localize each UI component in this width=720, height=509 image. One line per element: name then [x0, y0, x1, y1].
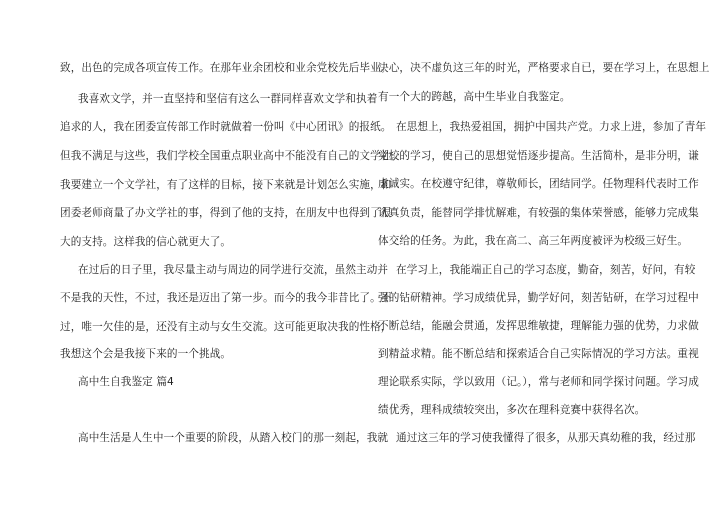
paragraph-line: 我喜欢文学，并一直坚持和坚信有这么一群同样喜欢文学和执着 — [78, 93, 378, 105]
paragraph-line: 团委老师商量了办文学社的事，得到了他的支持，在朋友中也得到了很 — [60, 207, 392, 219]
paragraph-line: 追求的人，我在团委宣传部工作时就做着一份叫《中心团讯》的报纸。 — [60, 121, 392, 133]
paragraph-line: 过，唯一欠佳的是，还没有主动与女生交流。这可能更取决我的性格， — [60, 321, 392, 333]
paragraph-line: 在思想上，我热爱祖国，拥护中国共产党。力求上进，参加了青年 — [396, 121, 707, 133]
paragraph-line: 致，出色的完成各项宣传工作。在那年业余团校和业余党校先后毕业。 — [60, 62, 392, 74]
section-heading: 高中生自我鉴定 篇4 — [78, 376, 174, 388]
paragraph-line: 理论联系实际，学以致用（记。），常与老师和同学探讨问题。学习成 — [378, 376, 699, 388]
paragraph-line: 体交给的任务。为此，我在高二、高三年两度被评为校级三好生。 — [378, 235, 689, 247]
paragraph-line: 认真负责，能替同学排忧解难，有较强的集体荣誉感，能够力完成集 — [378, 207, 699, 219]
paragraph-line: 在学习上，我能端正自己的学习态度，勤奋，刻苦，好问，有较 — [396, 264, 696, 276]
paragraph-line: 在过后的日子里，我尽量主动与周边的同学进行交流，虽然主动并 — [78, 264, 389, 276]
paragraph-line: 强的钻研精神。学习成绩优异，勤学好问，刻苦钻研，在学习过程中 — [378, 292, 699, 304]
paragraph-line: 虚诚实。在校遵守纪律，尊敬师长，团结同学。任物理科代表时工作 — [378, 178, 699, 190]
paragraph-line: 到精益求精。能不断总结和探索适合自己实际情况的学习方法。重视 — [378, 348, 699, 360]
paragraph-line: 不断总结，能融会贯通，发挥思维敏捷，理解能力强的优势，力求做 — [378, 320, 699, 332]
paragraph-line: 高中生活是人生中一个重要的阶段，从踏入校门的那一刻起，我就 — [78, 432, 389, 444]
paragraph-line: 但我不满足与这些，我们学校全国重点职业高中不能没有自己的文学社。 — [60, 150, 403, 162]
paragraph-line: 大的支持。这样我的信心就更大了。 — [60, 236, 232, 248]
paragraph-line: 通过这三年的学习使我懂得了很多，从那天真幼稚的我，经过那 — [396, 432, 696, 444]
paragraph-line: 决心，决不虚负这三年的时光，严格要求自已，要在学习上，在思想上 — [378, 62, 710, 74]
paragraph-line: 我想这个会是我接下来的一个挑战。 — [60, 348, 232, 360]
paragraph-line: 绩优秀，理科成绩较突出，多次在理科竞赛中获得名次。 — [378, 404, 646, 416]
paragraph-line: 有一个大的跨越，高中生毕业自我鉴定。 — [378, 91, 571, 103]
paragraph-line: 我要建立一个文学社，有了这样的目标，接下来就是计划怎么实施，和 — [60, 179, 392, 191]
paragraph-line: 不是我的天性，不过，我还是迈出了第一步。而今的我今非昔比了。不 — [60, 292, 392, 304]
paragraph-line: 党校的学习，使自己的思想觉悟逐步提高。生活简朴，是非分明，谦 — [378, 150, 699, 162]
